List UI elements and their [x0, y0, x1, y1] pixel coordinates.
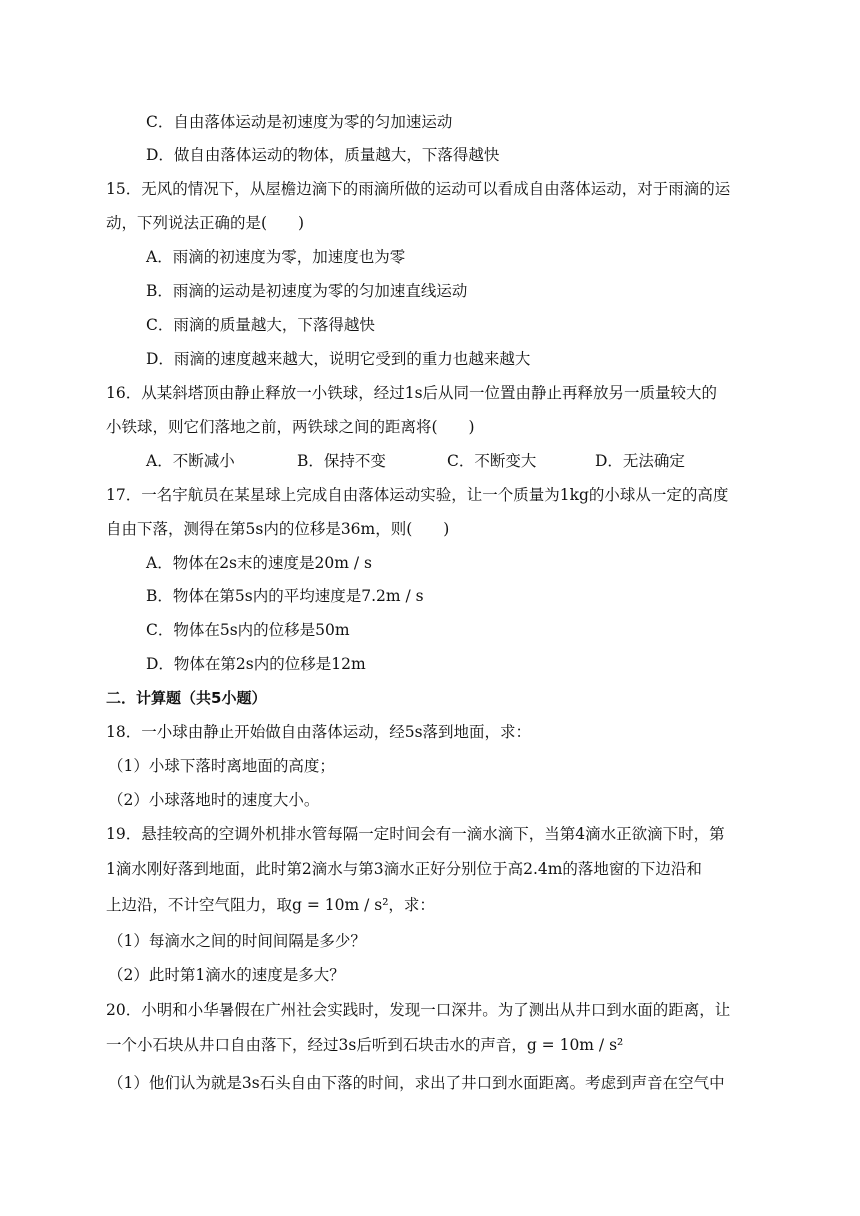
q16-option-c: C．不断变大 — [447, 452, 537, 470]
q17-option-a: A．物体在2s末的速度是20m / s — [146, 554, 372, 572]
q17-stem-line1: 17．一名宇航员在某星球上完成自由落体运动实验，让一个质量为1kg的小球从一定的高度 — [106, 486, 729, 504]
q15-stem-line2: 动，下列说法正确的是( ) — [106, 214, 305, 232]
q20-part-1: （1）他们认为就是3s石头自由下落的时间，求出了井口到水面距离。考虑到声音在空气中 — [108, 1074, 725, 1092]
section-heading-calculation: 二．计算题（共5小题） — [106, 689, 267, 707]
q17-option-c: C．物体在5s内的位移是50m — [146, 621, 350, 639]
q19-stem-line3: 上边沿，不计空气阻力，取g = 10m / s²，求： — [106, 896, 435, 914]
q15-option-c: C．雨滴的质量越大，下落得越快 — [146, 316, 375, 334]
q15-option-d: D．雨滴的速度越来越大，说明它受到的重力也越来越大 — [146, 350, 531, 368]
q19-stem-line2: 1滴水刚好落到地面，此时第2滴水与第3滴水正好分别位于高2.4m的落地窗的下边沿和 — [106, 860, 702, 878]
q17-stem-line2: 自由下落，测得在第5s内的位移是36m，则( ) — [106, 520, 450, 538]
q16-option-d: D．无法确定 — [595, 452, 685, 470]
q17-option-b: B．物体在第5s内的平均速度是7.2m / s — [146, 587, 424, 605]
q20-stem-line1: 20．小明和小华暑假在广州社会实践时，发现一口深井。为了测出从井口到水面的距离，让 — [106, 1001, 731, 1019]
q15-option-b: B．雨滴的运动是初速度为零的匀加速直线运动 — [146, 282, 468, 300]
q19-part-1: （1）每滴水之间的时间间隔是多少？ — [108, 932, 366, 950]
q16-option-b: B．保持不变 — [297, 452, 386, 470]
q16-options-row — [0, 450, 860, 472]
q15-stem-line1: 15．无风的情况下，从屋檐边滴下的雨滴所做的运动可以看成自由落体运动，对于雨滴的运 — [106, 180, 731, 198]
q16-option-a: A．不断减小 — [146, 452, 235, 470]
q16-stem-line1: 16．从某斜塔顶由静止释放一小铁球，经过1s后从同一位置由静止再释放另一质量较大的 — [106, 384, 718, 402]
q16-stem-line2: 小铁球，则它们落地之前，两铁球之间的距离将( ) — [106, 418, 475, 436]
q14-option-c: C．自由落体运动是初速度为零的匀加速运动 — [146, 113, 453, 131]
q19-stem-line1: 19．悬挂较高的空调外机排水管每隔一定时间会有一滴水滴下，当第4滴水正欲滴下时，第 — [106, 825, 725, 843]
q20-stem-line2: 一个小石块从井口自由落下，经过3s后听到石块击水的声音，g = 10m / s² — [106, 1036, 624, 1054]
q14-option-d: D．做自由落体运动的物体，质量越大，下落得越快 — [146, 146, 500, 164]
q18-part-2: （2）小球落地时的速度大小。 — [108, 791, 320, 809]
q17-option-d: D．物体在第2s内的位移是12m — [146, 655, 366, 673]
q18-stem: 18．一小球由静止开始做自由落体运动，经5s落到地面，求： — [106, 723, 532, 741]
q19-part-2: （2）此时第1滴水的速度是多大？ — [108, 966, 345, 984]
q15-option-a: A．雨滴的初速度为零，加速度也为零 — [146, 248, 406, 266]
q18-part-1: （1）小球下落时离地面的高度； — [108, 757, 335, 775]
